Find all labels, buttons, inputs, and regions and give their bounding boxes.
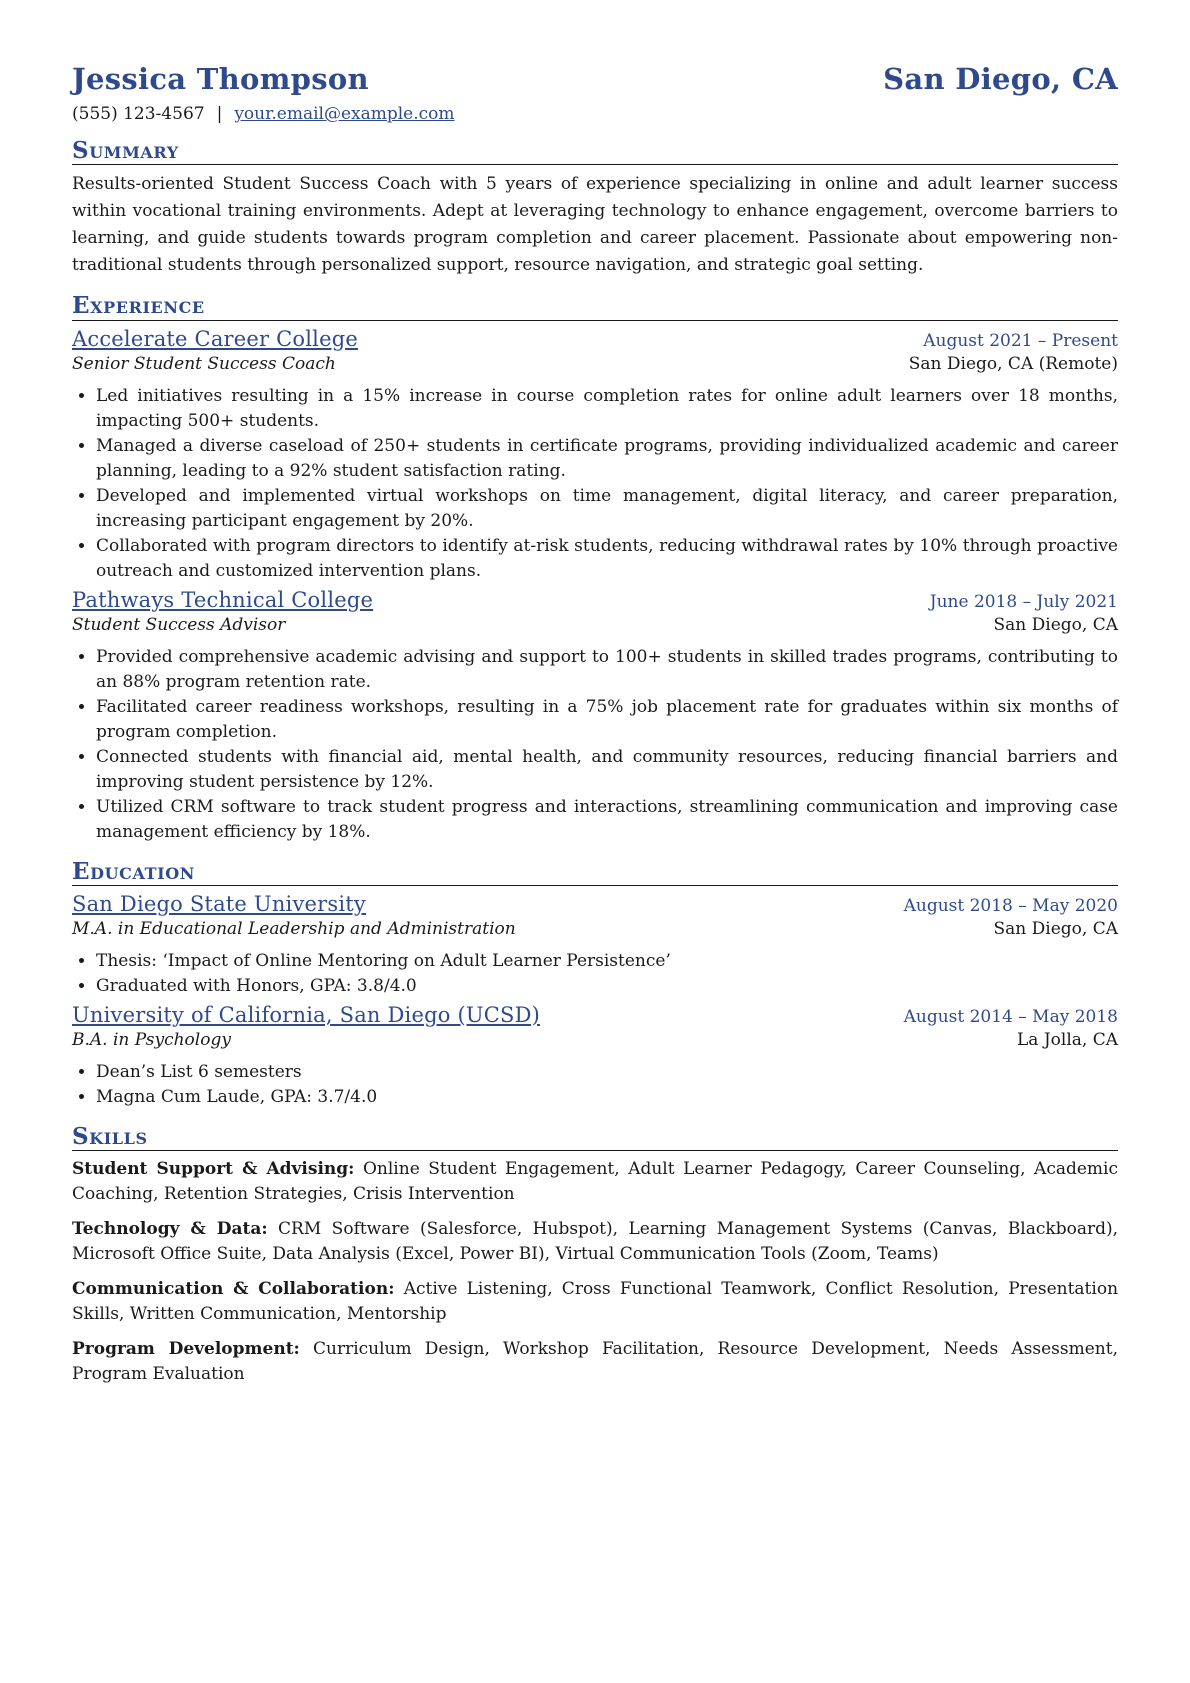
degree: M.A. in Educational Leadership and Administration xyxy=(72,918,516,939)
list-item: • Thesis: ‘Impact of Online Mentoring on Adult Learner Persistence’ xyxy=(96,949,1118,974)
skills-section xyxy=(72,1124,1118,1387)
school-link[interactable]: University of California, San Diego (UCSD) xyxy=(72,1002,541,1027)
section-title-experience: Experience xyxy=(72,293,1118,320)
education-section xyxy=(72,859,1118,1110)
education-entry xyxy=(72,1003,1118,1110)
education-entry xyxy=(72,892,1118,999)
employer-link[interactable]: Accelerate Career College xyxy=(72,326,358,351)
section-title-education: Education xyxy=(72,859,1118,886)
summary-section xyxy=(72,138,1118,279)
job-title: Senior Student Success Coach xyxy=(72,353,336,374)
list-item: • Magna Cum Laude, GPA: 3.7/4.0 xyxy=(96,1085,1118,1110)
list-item: • Managed a diverse caseload of 250+ students in certificate programs, providing individualized academic and career planning, leading to a 92% student satisfaction rating. xyxy=(96,434,1118,484)
job-location: San Diego, CA xyxy=(993,614,1118,635)
experience-bullets xyxy=(72,384,1118,584)
skill-group xyxy=(72,1217,1118,1267)
list-item: • Developed and implemented virtual workshops on time management, digital literacy, and career preparation, increasing participant engagement by 20%. xyxy=(96,484,1118,534)
school-link[interactable]: San Diego State University xyxy=(72,891,367,916)
skill-group-items: CRM Software (Salesforce, Hubspot), Learning Management Systems (Canvas, Blackboard), Microsoft Office Suite, Data Analysis (Excel, Power BI), Virtual Communication Tools (Zoom, Teams) xyxy=(72,1219,1118,1265)
skill-group-label: Communication & Collaboration: xyxy=(72,1279,395,1300)
section-title-summary: Summary xyxy=(72,138,1118,165)
contact-separator: | xyxy=(216,104,223,124)
skill-group xyxy=(72,1157,1118,1207)
list-item: • Utilized CRM software to track student progress and interactions, streamlining communication and improving case management efficiency by 18%. xyxy=(96,795,1118,845)
skill-group xyxy=(72,1337,1118,1387)
resume-header xyxy=(72,62,1118,96)
list-item: • Dean’s List 6 semesters xyxy=(96,1060,1118,1085)
contact-line xyxy=(72,104,1118,124)
skill-group-items: Online Student Engagement, Adult Learner Pedagogy, Career Counseling, Academic Coaching, Retention Strategies, Crisis Intervention xyxy=(72,1159,1119,1205)
job-title: Student Success Advisor xyxy=(72,614,286,635)
list-item: • Graduated with Honors, GPA: 3.8/4.0 xyxy=(96,974,1118,999)
job-location: San Diego, CA (Remote) xyxy=(908,353,1118,374)
section-title-skills: Skills xyxy=(72,1124,1118,1151)
skill-group-label: Student Support & Advising: xyxy=(72,1159,355,1180)
skill-group xyxy=(72,1277,1118,1327)
skills-list xyxy=(72,1157,1118,1387)
experience-entry xyxy=(72,588,1118,845)
skill-group-label: Program Development: xyxy=(72,1339,300,1360)
email-link[interactable]: your.email@example.com xyxy=(234,104,455,124)
experience-section xyxy=(72,293,1118,844)
candidate-location: San Diego, CA xyxy=(883,62,1118,96)
summary-text: Results-oriented Student Success Coach with 5 years of experience specializing in online and adult learner success within vocational training environments. Adept at leveraging technology to enhance engagement, overcome barriers to learning, and guide students towards program completion and career placement. Passionate about empowering non-traditional students through personalized support, resource navigation, and strategic goal setting. xyxy=(72,174,1118,276)
education-dates: August 2018 – May 2020 xyxy=(903,895,1118,916)
phone-number: (555) 123-4567 xyxy=(72,104,205,124)
employment-dates: August 2021 – Present xyxy=(923,330,1118,351)
school-location: San Diego, CA xyxy=(993,918,1118,939)
experience-bullets xyxy=(72,645,1118,845)
degree: B.A. in Psychology xyxy=(72,1029,231,1050)
list-item: • Led initiatives resulting in a 15% increase in course completion rates for online adult learners over 18 months, impacting 500+ students. xyxy=(96,384,1118,434)
employer-link[interactable]: Pathways Technical College xyxy=(72,587,374,612)
list-item: • Provided comprehensive academic advising and support to 100+ students in skilled trades programs, contributing to an 88% program retention rate. xyxy=(96,645,1118,695)
list-item: • Connected students with financial aid, mental health, and community resources, reducing financial barriers and improving student persistence by 12%. xyxy=(96,745,1118,795)
school-location: La Jolla, CA xyxy=(1017,1029,1118,1050)
skill-group-label: Technology & Data: xyxy=(72,1219,268,1240)
list-item: • Facilitated career readiness workshops, resulting in a 75% job placement rate for graduates within six months of program completion. xyxy=(96,695,1118,745)
employment-dates: June 2018 – July 2021 xyxy=(929,591,1118,612)
candidate-name: Jessica Thompson xyxy=(72,62,369,96)
experience-entry xyxy=(72,327,1118,584)
education-bullets xyxy=(72,949,1118,999)
skill-group-items: Curriculum Design, Workshop Facilitation, Resource Development, Needs Assessment, Program Evaluation xyxy=(72,1339,1118,1385)
list-item: • Collaborated with program directors to identify at-risk students, reducing withdrawal rates by 10% through proactive outreach and customized intervention plans. xyxy=(96,534,1118,584)
education-dates: August 2014 – May 2018 xyxy=(903,1006,1118,1027)
skill-group-items: Active Listening, Cross Functional Teamwork, Conflict Resolution, Presentation Skills, Written Communication, Mentorship xyxy=(72,1279,1119,1325)
education-bullets xyxy=(72,1060,1118,1110)
